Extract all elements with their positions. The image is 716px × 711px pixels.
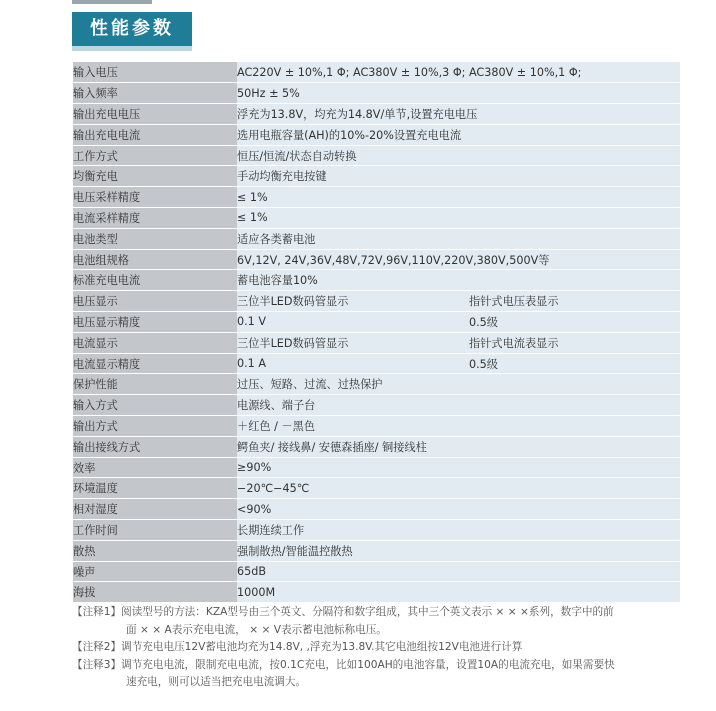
spec-value: 6V,12V, 24V,36V,48V,72V,96V,110V,220V,380V,500V等 xyxy=(237,249,680,270)
spec-table xyxy=(73,62,680,603)
spec-value: 过压、短路、过流、过热保护 xyxy=(237,374,680,395)
spec-value: 恒压/恒流/状态自动转换 xyxy=(237,145,680,166)
spec-label: 电流显示 xyxy=(73,332,237,353)
spec-row xyxy=(73,540,680,561)
spec-value: ＋红色 / －黑色 xyxy=(237,416,680,437)
spec-row xyxy=(73,270,680,291)
spec-value: ≥90% xyxy=(237,457,680,478)
spec-row xyxy=(73,83,680,104)
spec-row xyxy=(73,520,680,541)
spec-label: 输出方式 xyxy=(73,416,237,437)
spec-value: 蓄电池容量10% xyxy=(237,270,680,291)
spec-label: 输出充电电压 xyxy=(73,104,237,125)
spec-value: −20℃−45℃ xyxy=(237,478,680,499)
spec-value: 0.1 V xyxy=(237,312,469,333)
spec-label: 均衡充电 xyxy=(73,166,237,187)
spec-label: 保护性能 xyxy=(73,374,237,395)
spec-label: 散热 xyxy=(73,540,237,561)
spec-row xyxy=(73,332,680,353)
note-tag: 【注释2】 xyxy=(72,641,122,654)
spec-row xyxy=(73,208,680,229)
note-tag: 【注释1】 xyxy=(72,606,122,618)
spec-row xyxy=(73,62,680,83)
spec-row xyxy=(73,499,680,520)
header-strip xyxy=(72,0,152,4)
spec-row xyxy=(73,312,680,333)
spec-row xyxy=(73,561,680,582)
spec-value: 电源线、端子台 xyxy=(237,395,680,416)
spec-row xyxy=(73,436,680,457)
note-text: 阅读型号的方法：KZA型号由三个英文、分隔符和数字组成，其中三个英文表示 × × ×系列，数字中的前 xyxy=(121,606,614,618)
note-text: 调节充电电压12V蓄电池均充为14.8V, ,浮充为13.8V.其它电池组按12V电池进行计算 xyxy=(121,641,523,654)
spec-value: 三位半LED数码管显示 xyxy=(237,291,469,312)
spec-value: <90% xyxy=(237,499,680,520)
spec-row xyxy=(73,145,680,166)
spec-row xyxy=(73,353,680,374)
spec-label: 标准充电电流 xyxy=(73,270,237,291)
spec-row xyxy=(73,582,680,603)
spec-label: 电流显示精度 xyxy=(73,353,237,374)
spec-value: 50Hz ± 5% xyxy=(237,83,680,104)
spec-label: 电压显示 xyxy=(73,291,237,312)
spec-value: 适应各类蓄电池 xyxy=(237,228,680,249)
spec-row xyxy=(73,457,680,478)
spec-value: ≤ 1% xyxy=(237,208,680,229)
spec-label: 电流采样精度 xyxy=(73,208,237,229)
spec-value: AC220V ± 10%,1 Φ; AC380V ± 10%,3 Φ; AC380V ± 10%,1 Φ; xyxy=(237,62,680,83)
spec-value-alt: 指针式电压表显示 xyxy=(469,291,680,312)
spec-value: 三位半LED数码管显示 xyxy=(237,332,469,353)
spec-value: ≤ 1% xyxy=(237,187,680,208)
spec-label: 输出充电电流 xyxy=(73,124,237,145)
note-line xyxy=(72,604,692,622)
spec-label: 输入电压 xyxy=(73,62,237,83)
note-line xyxy=(72,657,692,675)
spec-label: 海拔 xyxy=(73,582,237,603)
spec-row xyxy=(73,249,680,270)
spec-label: 工作时间 xyxy=(73,520,237,541)
spec-label: 效率 xyxy=(73,457,237,478)
spec-row xyxy=(73,166,680,187)
spec-label: 输入方式 xyxy=(73,395,237,416)
spec-label: 电压显示精度 xyxy=(73,312,237,333)
spec-label: 电池类型 xyxy=(73,228,237,249)
note-text: 调节充电电流，限制充电电流，按0.1C充电，比如100AH的电池容量，设置10A的电流充电，如果需要快 xyxy=(121,658,615,671)
spec-label: 电池组规格 xyxy=(73,249,237,270)
spec-value-alt: 0.5级 xyxy=(469,353,680,374)
section-title: 性能参数 xyxy=(72,12,192,46)
spec-value: 长期连续工作 xyxy=(237,520,680,541)
spec-value-alt: 指针式电流表显示 xyxy=(469,332,680,353)
spec-label: 工作方式 xyxy=(73,145,237,166)
spec-value-alt: 0.5级 xyxy=(469,312,680,333)
spec-value: 0.1 A xyxy=(237,353,469,374)
spec-row xyxy=(73,228,680,249)
spec-label: 噪声 xyxy=(73,561,237,582)
notes-section xyxy=(72,604,692,692)
note-continuation: 面 × × A表示充电电流， × × V表示蓄电池标称电压。 xyxy=(126,623,387,636)
spec-value: 65dB xyxy=(237,561,680,582)
note-tag: 【注释3】 xyxy=(72,658,122,671)
spec-row xyxy=(73,416,680,437)
spec-label: 相对湿度 xyxy=(73,499,237,520)
spec-row xyxy=(73,395,680,416)
spec-value: 鳄鱼夹/ 接线鼻/ 安德森插座/ 铜接线柱 xyxy=(237,436,680,457)
spec-value: 选用电瓶容量(AH)的10%-20%设置充电电流 xyxy=(237,124,680,145)
spec-row xyxy=(73,187,680,208)
spec-row xyxy=(73,478,680,499)
spec-label: 输入频率 xyxy=(73,83,237,104)
spec-label: 输出接线方式 xyxy=(73,436,237,457)
note-line xyxy=(72,639,692,657)
spec-label: 电压采样精度 xyxy=(73,187,237,208)
spec-row xyxy=(73,291,680,312)
spec-value: 1000M xyxy=(237,582,680,603)
title-shadow xyxy=(72,46,192,51)
spec-value: 浮充为13.8V，均充为14.8V/单节,设置充电电压 xyxy=(237,104,680,125)
spec-row xyxy=(73,104,680,125)
spec-row xyxy=(73,374,680,395)
spec-value: 强制散热/智能温控散热 xyxy=(237,540,680,561)
spec-label: 环境温度 xyxy=(73,478,237,499)
spec-row xyxy=(73,124,680,145)
spec-value: 手动均衡充电按键 xyxy=(237,166,680,187)
note-continuation: 速充电，则可以适当把充电电流调大。 xyxy=(126,676,307,689)
